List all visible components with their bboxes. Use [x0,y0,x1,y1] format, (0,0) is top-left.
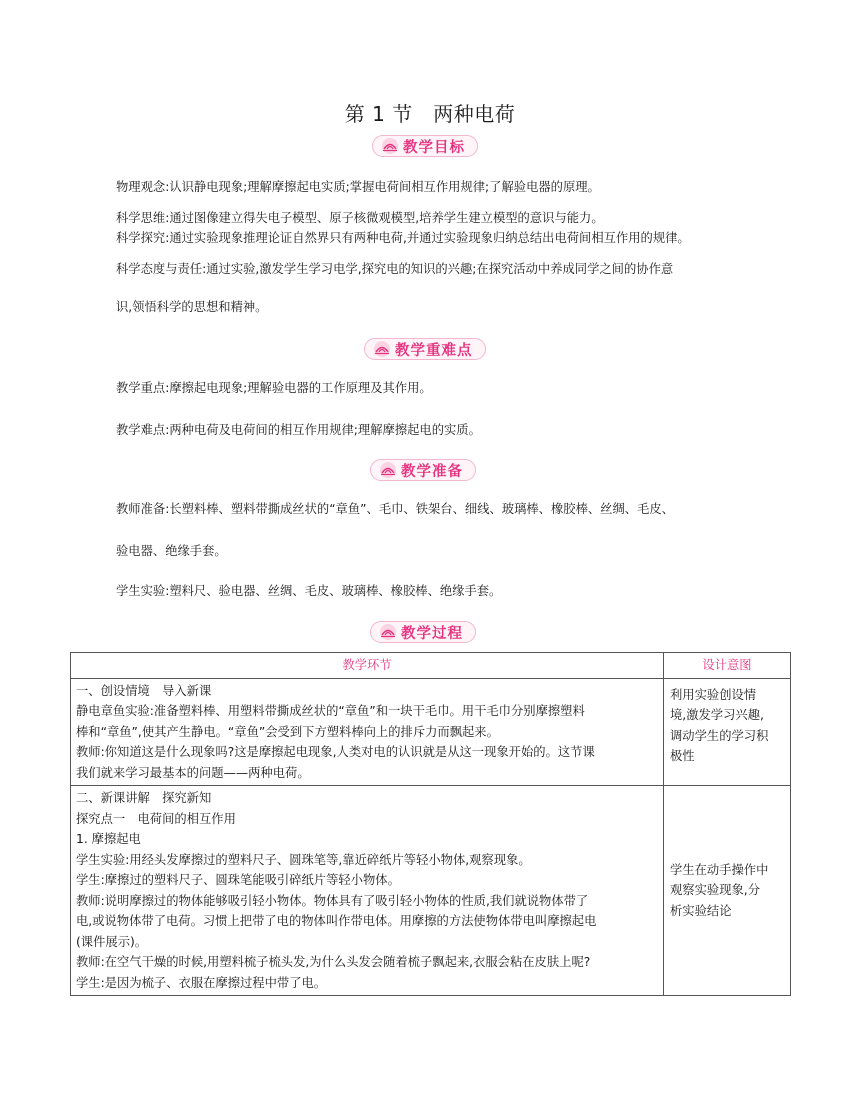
section-label: 教学准备 [401,463,463,480]
prep-teacher: 教师准备:长塑料棒、塑料带撕成丝状的“章鱼”、毛巾、铁架台、细线、玻璃棒、橡胶棒、丝绸、毛皮、 [116,502,674,516]
text-line: 学生实验:用经头发摩擦过的塑料尺子、圆珠笔等,靠近碎纸片等轻小物体,观察现象。 [76,852,531,867]
key-difficulty: 教学难点:两种电荷及电荷间的相互作用规律;理解摩擦起电的实质。 [116,423,481,437]
text-line: 教师:在空气干燥的时候,用塑料梳子梳头发,为什么头发会随着梳子飘起来,衣服会粘在皮肤上呢? [76,955,591,969]
lotus-icon [377,623,399,641]
section-badge-process [370,621,476,643]
text-line: 一、创设情境 导入新课 [76,683,212,698]
lotus-icon [379,137,401,155]
header-cell: 教学环节 [71,653,664,679]
intent-line: 观察实验现象,分 [670,883,760,898]
lotus-icon [371,340,393,358]
text-line: 静电章鱼实验:准备塑料棒、用塑料带撕成丝状的“章鱼”和一块干毛巾。用干毛巾分别摩擦塑料 [76,704,585,718]
process-cell [71,678,664,786]
text-line: 教师:你知道这是什么现象吗?这是摩擦起电现象,人类对电的认识就是从这一现象开始的。这节课 [76,745,595,759]
page-title: 第 1 节 两种电荷 [344,102,516,126]
intent-cell [664,786,791,996]
text-line: 探究点一 电荷间的相互作用 [76,811,236,826]
intent-line: 学生在动手操作中 [670,862,769,877]
goal-line: 科学探究:通过实验现象推理论证自然界只有两种电荷,并通过实验现象归纳总结出电荷间相互作用的规律。 [116,231,690,245]
section-label: 教学过程 [401,625,463,642]
text-line: 二、新课讲解 探究新知 [76,791,212,805]
goal-line: 物理观念:认识静电现象;理解摩擦起电实质;掌握电荷间相互作用规律;了解验电器的原理。 [116,180,600,194]
lotus-icon [377,461,399,479]
header-cell: 设计意图 [664,653,791,679]
text-line: 棒和“章鱼”,使其产生静电。“章鱼”会受到下方塑料棒向上的排斥力而飘起来。 [76,724,499,739]
intent-line: 调动学生的学习积 [670,728,769,743]
intent-line: 极性 [670,749,695,763]
goal-line: 识,领悟科学的思想和精神。 [116,300,268,314]
intent-cell [664,678,791,786]
text-line: 教师:说明摩擦过的物体能够吸引轻小物体。物体具有了吸引轻小物体的性质,我们就说物体带了 [76,893,589,908]
intent-line: 境,激发学习兴趣, [670,708,764,722]
text-line: 电,或说物体带了电荷。习惯上把带了电的物体叫作带电体。用摩擦的方法使物体带电叫摩擦起电 [76,914,597,928]
section-badge-goals [372,135,478,157]
prep-teacher-cont: 验电器、绝缘手套。 [116,544,227,558]
table-row [71,678,791,786]
section-label: 教学目标 [403,139,465,156]
text-line: 1. 摩擦起电 [76,832,141,846]
process-cell [71,786,664,996]
table-header-row [71,653,791,679]
text-line: 学生:是因为梳子、衣服在摩擦过程中带了电。 [76,975,327,990]
text-line: 学生:摩擦过的塑料尺子、圆珠笔能吸引碎纸片等轻小物体。 [76,873,400,887]
section-badge-key-points [364,338,486,360]
goal-line: 科学态度与责任:通过实验,激发学生学习电学,探究电的知识的兴趣;在探究活动中养成同学之间的协作意 [116,262,674,276]
section-label: 教学重难点 [395,342,473,359]
table-row [71,786,791,996]
key-focus: 教学重点:摩擦起电现象;理解验电器的工作原理及其作用。 [116,381,432,395]
prep-student: 学生实验:塑料尺、验电器、丝绸、毛皮、玻璃棒、橡胶棒、绝缘手套。 [116,584,502,598]
section-badge-preparation [370,459,476,481]
intent-line: 析实验结论 [670,903,732,918]
text-line: (课件展示)。 [76,934,148,949]
process-table [70,652,791,996]
goal-line: 科学思维:通过图像建立得失电子模型、原子核微观模型,培养学生建立模型的意识与能力。 [116,211,604,225]
intent-line: 利用实验创设情 [670,687,757,702]
text-line: 我们就来学习最基本的问题——两种电荷。 [76,765,310,780]
